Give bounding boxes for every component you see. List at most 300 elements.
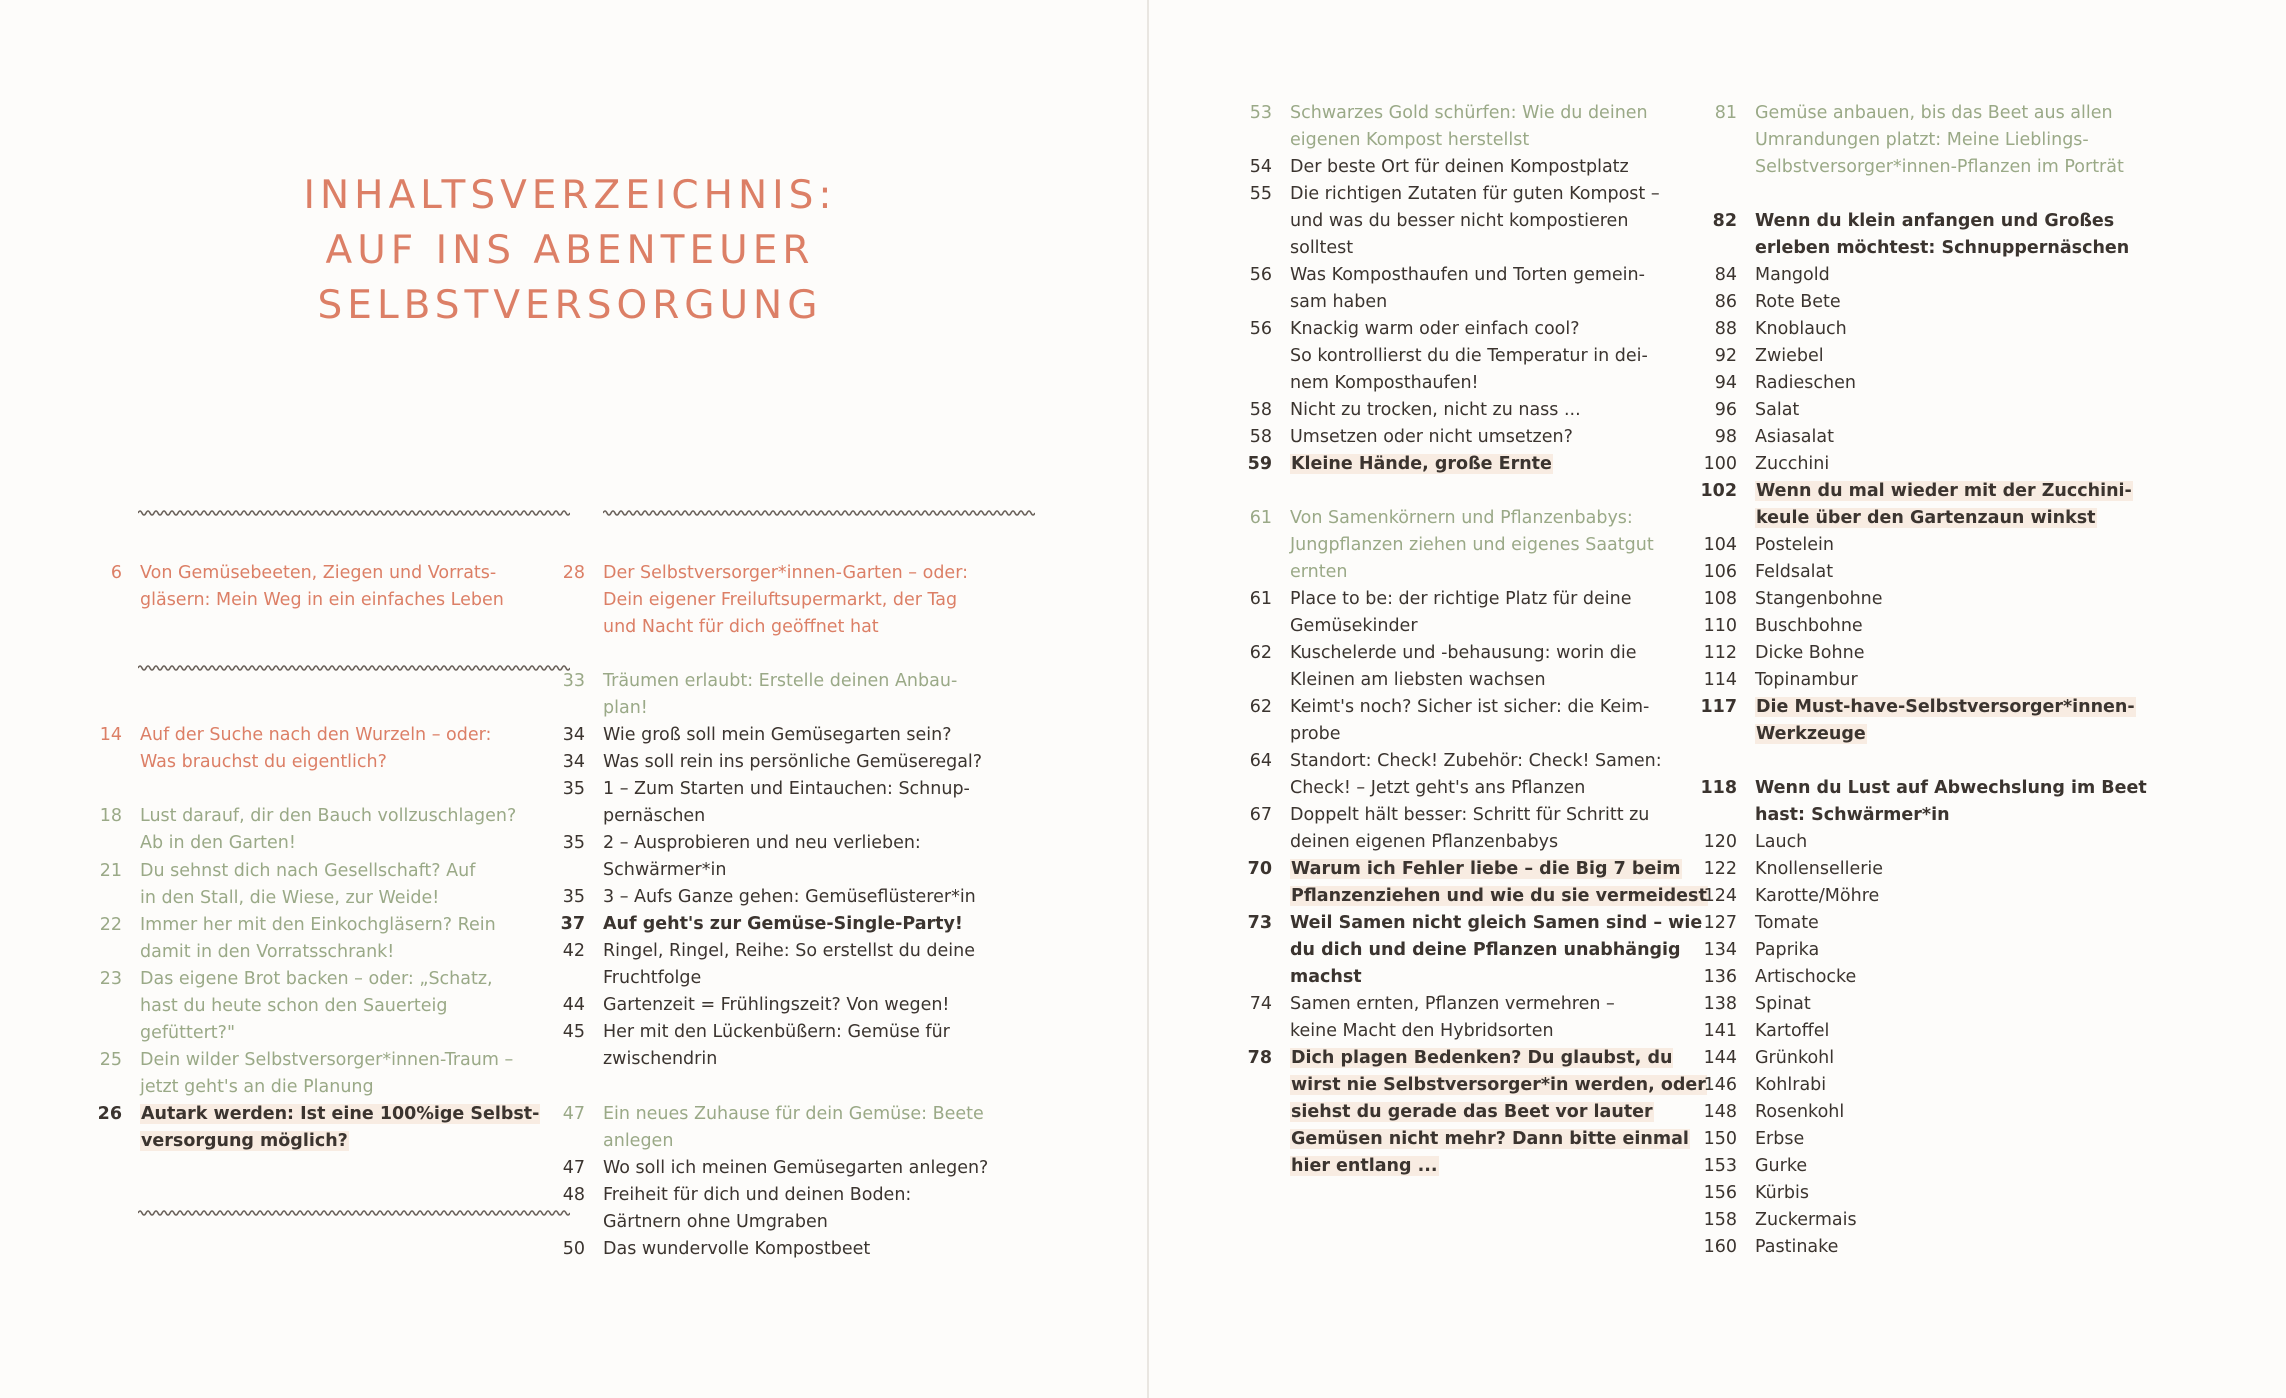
toc-entry-line: Knollensellerie <box>1755 859 1884 879</box>
toc-entry-title <box>1755 559 1833 586</box>
toc-entry-title <box>1290 640 1637 694</box>
toc-entry-line: Der Selbstversorger*innen-Garten – oder: <box>603 563 968 583</box>
toc-entry <box>1232 640 1637 694</box>
toc-entry <box>1232 748 1662 802</box>
toc-entry <box>545 1182 911 1236</box>
toc-page-number: 117 <box>1700 697 1737 717</box>
toc-entry-title <box>1755 1234 1838 1261</box>
toc-entry <box>82 912 496 966</box>
toc-page-number: 58 <box>1249 427 1272 447</box>
toc-entry <box>1697 208 2129 262</box>
toc-entry-title <box>140 858 475 912</box>
toc-entry-line: Die Must-have-Selbstversorger*innen- <box>1756 697 2135 717</box>
toc-entry <box>1697 532 1834 559</box>
toc-entry-line: Schwarzes Gold schürfen: Wie du deinen <box>1290 103 1648 123</box>
toc-entry-title <box>603 830 921 884</box>
toc-entry-line: Ab in den Garten! <box>140 833 296 853</box>
toc-page-number: 67 <box>1249 805 1272 825</box>
toc-entry <box>545 992 949 1019</box>
toc-entry <box>1697 1045 1834 1072</box>
toc-entry-line: Was Komposthaufen und Torten gemein- <box>1290 265 1645 285</box>
toc-entry-title <box>603 722 952 749</box>
toc-entry-line: Gemüsen nicht mehr? Dann bitte einmal <box>1291 1129 1689 1149</box>
toc-entry-line: Nicht zu trocken, nicht zu nass ... <box>1290 400 1581 420</box>
toc-entry-line: Her mit den Lückenbüßern: Gemüse für <box>603 1022 950 1042</box>
toc-entry-line: Topinambur <box>1755 670 1858 690</box>
toc-page-number: 61 <box>1249 589 1272 609</box>
toc-entry <box>1697 694 2136 748</box>
toc-entry <box>1232 181 1660 262</box>
toc-entry-line: Immer her mit den Einkochgläsern? Rein <box>140 915 496 935</box>
toc-entry <box>1232 910 1702 991</box>
toc-entry <box>82 560 504 614</box>
toc-entry <box>1232 802 1649 856</box>
toc-entry <box>1232 154 1629 181</box>
toc-entry-line: Jungpflanzen ziehen und eigenes Saatgut <box>1290 535 1654 555</box>
toc-entry-line: Dich plagen Bedenken? Du glaubst, du <box>1291 1048 1673 1068</box>
toc-entry-title <box>1755 586 1883 613</box>
toc-entry-line: Kuschelerde und -behausung: worin die <box>1290 643 1637 663</box>
toc-entry-title <box>1290 694 1649 748</box>
wavy-divider <box>603 506 1035 520</box>
toc-entry-title <box>1755 910 1819 937</box>
toc-entry-line: So kontrollierst du die Temperatur in dei- <box>1290 346 1648 366</box>
toc-entry-title <box>603 884 976 911</box>
toc-entry <box>1232 424 1573 451</box>
toc-entry-title <box>140 560 504 614</box>
toc-entry <box>1697 640 1864 667</box>
toc-page-number: 84 <box>1714 265 1737 285</box>
toc-page-number: 156 <box>1703 1183 1737 1203</box>
toc-entry-line: versorgung möglich? <box>141 1131 348 1151</box>
toc-entry-line: machst <box>1290 967 1362 987</box>
toc-entry <box>1697 316 1847 343</box>
toc-entry-title <box>140 912 496 966</box>
toc-page-number: 47 <box>562 1104 585 1124</box>
toc-entry-line: zwischendrin <box>603 1049 718 1069</box>
toc-entry <box>545 1019 950 1073</box>
toc-entry <box>1232 1045 1707 1180</box>
toc-entry-title <box>1290 262 1645 316</box>
toc-page-number: 45 <box>562 1022 585 1042</box>
toc-entry-title <box>1755 856 1883 883</box>
toc-entry <box>1697 964 1856 991</box>
toc-entry <box>545 722 952 749</box>
toc-entry-line: damit in den Vorratsschrank! <box>140 942 395 962</box>
toc-entry <box>1232 505 1654 586</box>
toc-page-number: 74 <box>1249 994 1272 1014</box>
toc-page-number: 22 <box>99 915 122 935</box>
toc-entry-title <box>1755 1126 1804 1153</box>
toc-entry-line: Rosenkohl <box>1755 1102 1845 1122</box>
toc-entry-title <box>1755 775 2147 829</box>
toc-entry-line: Mangold <box>1755 265 1830 285</box>
toc-page-number: 61 <box>1249 508 1272 528</box>
toc-entry-line: Gemüse anbauen, bis das Beet aus allen <box>1755 103 2113 123</box>
toc-page-number: 141 <box>1703 1021 1737 1041</box>
toc-entry-title <box>1290 1045 1707 1180</box>
toc-page-number: 120 <box>1703 832 1737 852</box>
toc-entry-line: Stangenbohne <box>1755 589 1883 609</box>
toc-entry-line: Pflanzenziehen und wie du sie vermeidest <box>1291 886 1707 906</box>
toc-entry-line: gläsern: Mein Weg in ein einfaches Leben <box>140 590 504 610</box>
toc-entry-title <box>1290 802 1649 856</box>
toc-entry-line: nem Komposthaufen! <box>1290 373 1479 393</box>
toc-page-number: 54 <box>1249 157 1272 177</box>
toc-page-number: 110 <box>1703 616 1737 636</box>
toc-entry-line: Wenn du klein anfangen und Großes <box>1755 211 2115 231</box>
toc-entry-title <box>140 966 493 1047</box>
toc-entry-line: Kleinen am liebsten wachsen <box>1290 670 1546 690</box>
toc-entry-line: Karotte/Möhre <box>1755 886 1880 906</box>
toc-entry-title <box>1755 829 1807 856</box>
toc-entry-line: plan! <box>603 698 648 718</box>
toc-entry-title <box>140 722 491 776</box>
toc-entry <box>545 668 957 722</box>
toc-entry-line: Selbstversorger*innen-Pflanzen im Porträt <box>1755 157 2124 177</box>
toc-entry <box>82 803 516 857</box>
toc-entry <box>1697 262 1830 289</box>
toc-entry <box>545 776 970 830</box>
toc-page-number: 73 <box>1247 913 1272 933</box>
toc-entry-line: Grünkohl <box>1755 1048 1835 1068</box>
toc-entry <box>82 858 475 912</box>
toc-page-number: 50 <box>562 1239 585 1259</box>
toc-entry-title <box>1755 1099 1844 1126</box>
toc-page-number: 56 <box>1249 319 1272 339</box>
toc-page-number: 102 <box>1700 481 1737 501</box>
toc-entry-line: hier entlang ... <box>1291 1156 1438 1176</box>
toc-entry-line: hast: Schwärmer*in <box>1755 805 1950 825</box>
toc-entry-line: Von Gemüsebeeten, Ziegen und Vorrats- <box>140 563 497 583</box>
toc-page-number: 21 <box>99 861 122 881</box>
toc-entry-title <box>1755 478 2133 532</box>
toc-entry-line: Standort: Check! Zubehör: Check! Samen: <box>1290 751 1662 771</box>
toc-entry-title <box>1755 208 2129 262</box>
toc-entry <box>545 911 963 938</box>
toc-entry-line: sam haben <box>1290 292 1388 312</box>
toc-entry-title <box>1290 991 1615 1045</box>
toc-entry-title <box>1755 640 1864 667</box>
title-line: INHALTSVERZEICHNIS: <box>303 173 837 218</box>
toc-entry-title <box>140 803 516 857</box>
toc-entry <box>1232 262 1645 316</box>
toc-page-number: 25 <box>99 1050 122 1070</box>
toc-entry <box>1697 397 1799 424</box>
toc-entry-title <box>1290 451 1553 478</box>
toc-entry <box>82 966 493 1047</box>
toc-page-number: 81 <box>1714 103 1737 123</box>
toc-page-number: 148 <box>1703 1102 1737 1122</box>
toc-entry-title <box>603 749 982 776</box>
toc-entry-line: Knoblauch <box>1755 319 1847 339</box>
toc-entry-title <box>1755 343 1824 370</box>
toc-entry-line: Zwiebel <box>1755 346 1824 366</box>
toc-entry <box>1232 451 1553 478</box>
toc-page-number: 62 <box>1249 643 1272 663</box>
toc-entry-line: anlegen <box>603 1131 674 1151</box>
toc-entry <box>1232 316 1648 397</box>
toc-entry-title <box>603 1236 870 1263</box>
toc-entry-line: Von Samenkörnern und Pflanzenbabys: <box>1290 508 1633 528</box>
toc-entry-title <box>1755 289 1841 316</box>
toc-entry-line: Gärtnern ohne Umgraben <box>603 1212 828 1232</box>
toc-entry <box>1697 1126 1804 1153</box>
toc-entry-title <box>1290 154 1629 181</box>
toc-page-number: 28 <box>562 563 585 583</box>
toc-entry <box>1697 586 1883 613</box>
toc-page-number: 82 <box>1712 211 1737 231</box>
toc-entry <box>1232 100 1648 154</box>
toc-entry <box>82 1047 513 1101</box>
toc-entry-line: Du sehnst dich nach Gesellschaft? Auf <box>140 861 476 881</box>
toc-entry-line: und was du besser nicht kompostieren <box>1290 211 1629 231</box>
toc-entry-line: und Nacht für dich geöffnet hat <box>603 617 879 637</box>
toc-page-number: 64 <box>1249 751 1272 771</box>
toc-page-number: 56 <box>1249 265 1272 285</box>
toc-entry-line: 2 – Ausprobieren und neu verlieben: <box>603 833 921 853</box>
toc-entry-title <box>1290 397 1581 424</box>
toc-entry <box>1697 1072 1826 1099</box>
title-line: SELBSTVERSORGUNG <box>317 283 823 328</box>
toc-page-number: 150 <box>1703 1129 1737 1149</box>
toc-page-number: 6 <box>110 563 122 583</box>
toc-entry-line: Radieschen <box>1755 373 1856 393</box>
toc-page-number: 96 <box>1714 400 1737 420</box>
toc-entry <box>1697 856 1883 883</box>
toc-entry-title <box>140 1101 540 1155</box>
toc-entry-line: Wie groß soll mein Gemüsegarten sein? <box>603 725 952 745</box>
toc-entry-title <box>603 1155 988 1182</box>
toc-page-number: 33 <box>562 671 585 691</box>
toc-entry <box>1697 370 1856 397</box>
toc-entry <box>1697 613 1863 640</box>
toc-page-number: 124 <box>1703 886 1737 906</box>
toc-entry-title <box>1290 910 1702 991</box>
toc-entry-line: Doppelt hält besser: Schritt für Schritt zu <box>1290 805 1650 825</box>
toc-entry-title <box>1755 1180 1809 1207</box>
toc-entry-title <box>140 1047 513 1101</box>
toc-entry <box>545 1155 988 1182</box>
toc-page-number: 114 <box>1703 670 1737 690</box>
toc-entry-line: Dicke Bohne <box>1755 643 1865 663</box>
toc-entry <box>1697 451 1829 478</box>
toc-entry-line: siehst du gerade das Beet vor lauter <box>1291 1102 1653 1122</box>
toc-page-number: 34 <box>562 752 585 772</box>
toc-entry-line: 3 – Aufs Ganze gehen: Gemüseflüsterer*in <box>603 887 976 907</box>
toc-entry-line: Was soll rein ins persönliche Gemüseregal? <box>603 752 983 772</box>
toc-entry <box>1697 829 1807 856</box>
toc-entry-title <box>603 911 963 938</box>
title-line: AUF INS ABENTEUER <box>325 228 815 273</box>
toc-entry-line: jetzt geht's an die Planung <box>140 1077 374 1097</box>
toc-entry-line: Schwärmer*in <box>603 860 727 880</box>
toc-entry-title <box>603 668 957 722</box>
toc-entry <box>1697 1153 1807 1180</box>
toc-entry-line: Fruchtfolge <box>603 968 702 988</box>
toc-page-number: 70 <box>1247 859 1272 879</box>
toc-page-number: 62 <box>1249 697 1272 717</box>
toc-entry-title <box>1755 451 1829 478</box>
page-gutter <box>1147 0 1149 1398</box>
toc-entry-line: Wenn du Lust auf Abwechslung im Beet <box>1755 778 2147 798</box>
toc-entry-title <box>1755 397 1799 424</box>
toc-entry-line: Was brauchst du eigentlich? <box>140 752 387 772</box>
toc-entry-title <box>1290 100 1648 154</box>
toc-entry-line: Werkzeuge <box>1756 724 1866 744</box>
toc-entry-line: Träumen erlaubt: Erstelle deinen Anbau- <box>603 671 958 691</box>
wavy-divider <box>138 1206 570 1220</box>
toc-entry <box>1697 559 1833 586</box>
toc-entry-title <box>603 776 970 830</box>
toc-page-number: 136 <box>1703 967 1737 987</box>
toc-entry-title <box>1290 316 1648 397</box>
toc-entry-line: Dein eigener Freiluftsupermarkt, der Tag <box>603 590 958 610</box>
toc-page-number: 122 <box>1703 859 1737 879</box>
toc-entry-title <box>1755 991 1811 1018</box>
toc-entry <box>545 884 976 911</box>
toc-entry-title <box>1290 748 1662 802</box>
toc-entry-line: Gartenzeit = Frühlingszeit? Von wegen! <box>603 995 950 1015</box>
toc-entry-line: Feldsalat <box>1755 562 1834 582</box>
toc-entry-line: Kürbis <box>1755 1183 1809 1203</box>
toc-entry-line: Place to be: der richtige Platz für deine <box>1290 589 1632 609</box>
toc-entry <box>1232 991 1615 1045</box>
toc-entry <box>1697 289 1841 316</box>
toc-entry <box>1697 883 1879 910</box>
toc-entry-line: deinen eigenen Pflanzenbabys <box>1290 832 1559 852</box>
toc-entry <box>1232 586 1631 640</box>
toc-entry-line: wirst nie Selbstversorger*in werden, oder <box>1291 1075 1706 1095</box>
toc-entry <box>1697 910 1819 937</box>
toc-entry-line: probe <box>1290 724 1341 744</box>
toc-entry-line: Umrandungen platzt: Meine Lieblings- <box>1755 130 2089 150</box>
toc-entry-line: Knackig warm oder einfach cool? <box>1290 319 1580 339</box>
toc-entry-line: Das wundervolle Kompostbeet <box>603 1239 871 1259</box>
toc-entry-line: Freiheit für dich und deinen Boden: <box>603 1185 912 1205</box>
toc-page-number: 55 <box>1249 184 1272 204</box>
toc-page-number: 108 <box>1703 589 1737 609</box>
toc-entry-line: Asiasalat <box>1755 427 1834 447</box>
toc-page-number: 37 <box>560 914 585 934</box>
toc-page-number: 26 <box>97 1104 122 1124</box>
toc-entry-line: Das eigene Brot backen – oder: „Schatz, <box>140 969 493 989</box>
toc-entry-line: erleben möchtest: Schnuppernäschen <box>1755 238 2130 258</box>
toc-page-number: 35 <box>562 887 585 907</box>
toc-entry <box>545 830 921 884</box>
toc-entry-line: Pastinake <box>1755 1237 1839 1257</box>
toc-entry-title <box>1755 316 1847 343</box>
toc-entry-line: Auf der Suche nach den Wurzeln – oder: <box>140 725 492 745</box>
toc-entry <box>1697 1207 1857 1234</box>
toc-entry-line: Kleine Hände, große Ernte <box>1291 454 1552 474</box>
toc-page-number: 47 <box>562 1158 585 1178</box>
toc-entry <box>1697 100 2124 181</box>
toc-entry-line: Der beste Ort für deinen Kompostplatz <box>1290 157 1629 177</box>
toc-entry <box>1697 775 2147 829</box>
toc-entry-title <box>1755 613 1863 640</box>
toc-page-number: 88 <box>1714 319 1737 339</box>
toc-entry-line: Lust darauf, dir den Bauch vollzuschlagen? <box>140 806 517 826</box>
toc-entry-line: Check! – Jetzt geht's ans Pflanzen <box>1290 778 1586 798</box>
toc-entry-line: Gurke <box>1755 1156 1808 1176</box>
toc-entry-title <box>1755 667 1858 694</box>
toc-entry <box>1697 424 1834 451</box>
toc-entry <box>545 938 975 992</box>
toc-entry <box>1697 937 1819 964</box>
toc-entry-line: pernäschen <box>603 806 706 826</box>
toc-page-number: 138 <box>1703 994 1737 1014</box>
toc-entry <box>82 1101 540 1155</box>
toc-entry-title <box>1755 424 1834 451</box>
toc-entry-title <box>1290 181 1660 262</box>
toc-entry-line: Umsetzen oder nicht umsetzen? <box>1290 427 1573 447</box>
toc-page-number: 53 <box>1249 103 1272 123</box>
wavy-divider <box>138 661 570 675</box>
toc-entry <box>1697 1180 1809 1207</box>
toc-page-number: 42 <box>562 941 585 961</box>
toc-entry-line: Postelein <box>1755 535 1834 555</box>
toc-page-number: 153 <box>1703 1156 1737 1176</box>
toc-page-number: 160 <box>1703 1237 1737 1257</box>
toc-entry-title <box>1755 532 1834 559</box>
toc-entry-title <box>603 992 949 1019</box>
toc-entry-title <box>1755 100 2124 181</box>
toc-entry-line: Keimt's noch? Sicher ist sicher: die Keim- <box>1290 697 1650 717</box>
toc-page-number: 98 <box>1714 427 1737 447</box>
toc-entry-line: Tomate <box>1755 913 1819 933</box>
toc-entry <box>1697 667 1858 694</box>
toc-entry-line: Erbse <box>1755 1129 1805 1149</box>
toc-entry-line: 1 – Zum Starten und Eintauchen: Schnup- <box>603 779 970 799</box>
toc-entry-line: keine Macht den Hybridsorten <box>1290 1021 1554 1041</box>
toc-page-number: 118 <box>1700 778 1737 798</box>
toc-page-number: 100 <box>1703 454 1737 474</box>
toc-entry-line: Buschbohne <box>1755 616 1863 636</box>
toc-entry-line: gefüttert?" <box>140 1023 236 1043</box>
toc-entry <box>1232 397 1581 424</box>
toc-entry <box>545 1101 984 1155</box>
toc-entry-line: ernten <box>1290 562 1348 582</box>
toc-entry <box>1232 694 1649 748</box>
toc-page-number: 44 <box>562 995 585 1015</box>
toc-page-number: 106 <box>1703 562 1737 582</box>
toc-page-number: 23 <box>99 969 122 989</box>
toc-page-number: 58 <box>1249 400 1272 420</box>
toc-entry-line: Weil Samen nicht gleich Samen sind – wie <box>1290 913 1703 933</box>
toc-entry-line: Ringel, Ringel, Reihe: So erstellst du deine <box>603 941 975 961</box>
toc-entry-title <box>1755 1207 1857 1234</box>
toc-entry-title <box>603 1182 911 1236</box>
toc-entry-title <box>1755 1045 1834 1072</box>
toc-entry <box>1232 856 1708 910</box>
toc-page-number: 35 <box>562 779 585 799</box>
toc-entry-title <box>1290 586 1631 640</box>
toc-entry-line: eigenen Kompost herstellst <box>1290 130 1530 150</box>
toc-entry <box>1697 1018 1829 1045</box>
toc-entry-line: in den Stall, die Wiese, zur Weide! <box>140 888 440 908</box>
toc-entry-line: Rote Bete <box>1755 292 1841 312</box>
toc-page-number: 144 <box>1703 1048 1737 1068</box>
toc-entry-title <box>1755 694 2136 748</box>
toc-entry-title <box>1755 262 1830 289</box>
toc-entry-title <box>1755 964 1856 991</box>
toc-entry-line: Artischocke <box>1755 967 1857 987</box>
toc-entry-line: Kartoffel <box>1755 1021 1830 1041</box>
toc-entry-line: Salat <box>1755 400 1800 420</box>
toc-page-number: 35 <box>562 833 585 853</box>
toc-entry-title <box>1755 937 1819 964</box>
